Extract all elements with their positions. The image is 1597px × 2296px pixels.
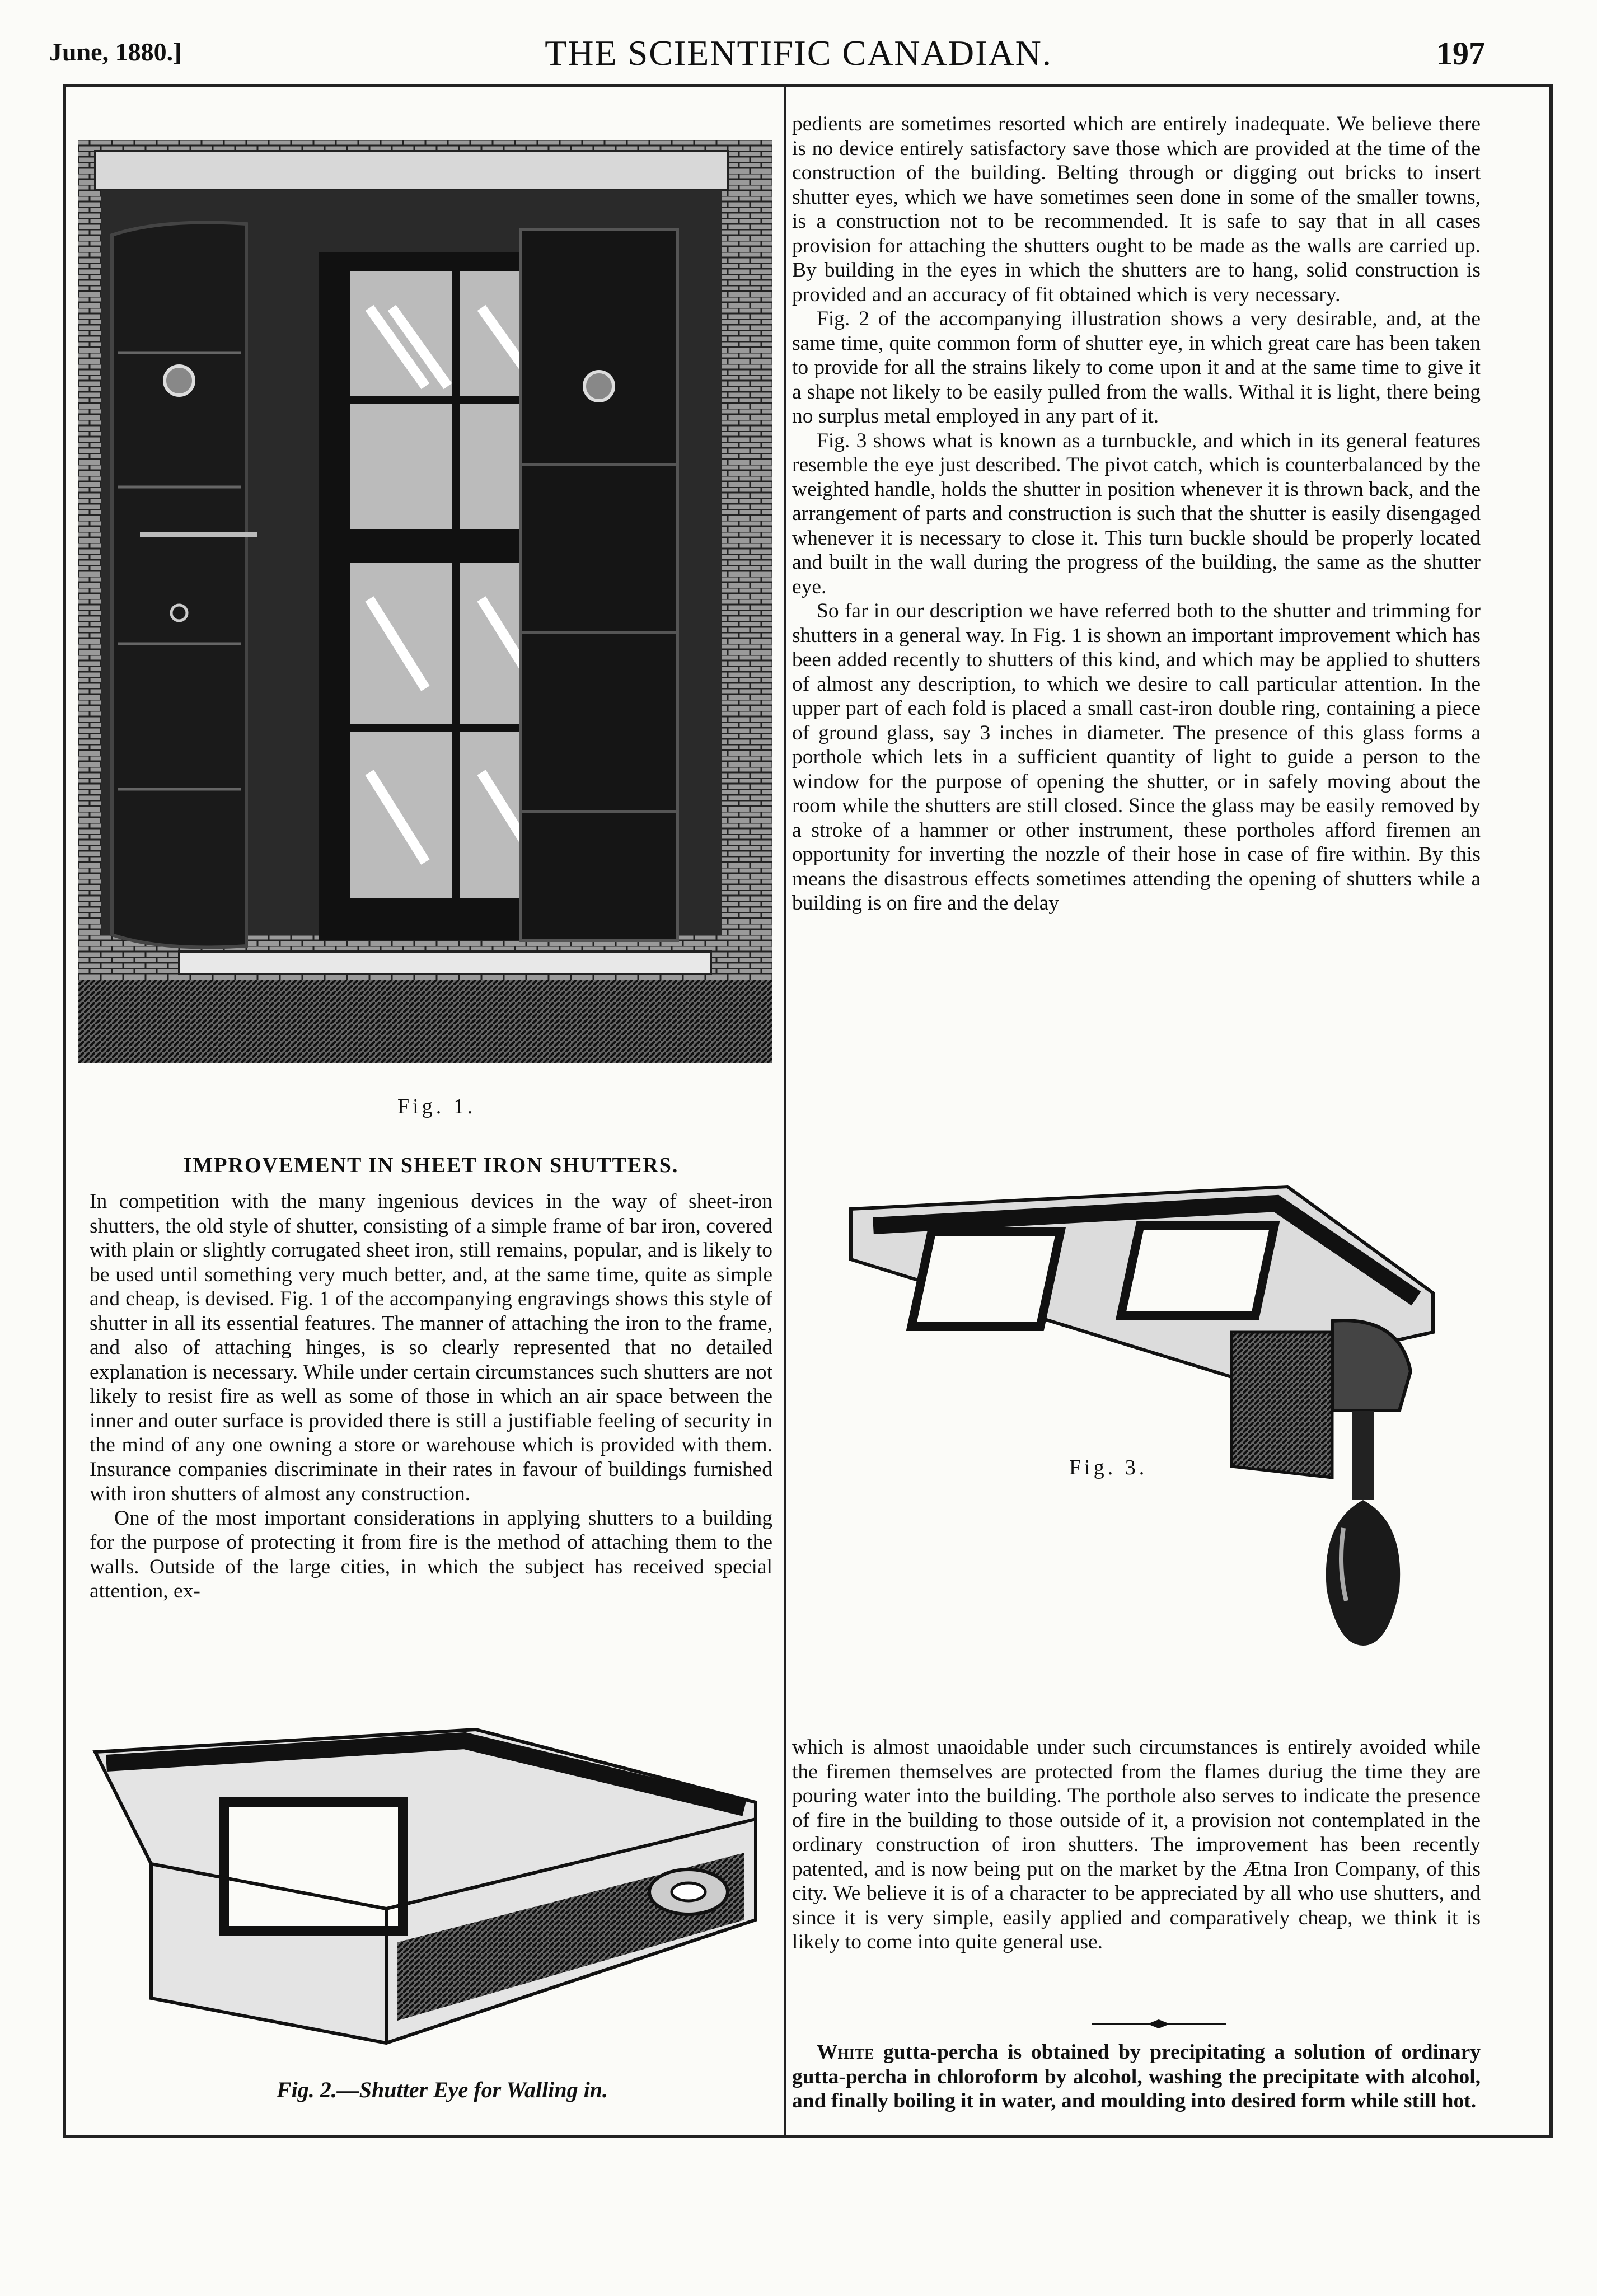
- note-paragraph: [792, 2040, 1481, 2114]
- fig2-caption: Fig. 2.—Shutter Eye for Walling in.: [277, 2077, 608, 2102]
- article-heading: IMPROVEMENT IN SHEET IRON SHUTTERS.: [183, 1154, 679, 1177]
- fig1-caption: Fig. 1.: [397, 1095, 476, 1118]
- right-column-text-bottom: [792, 1735, 1481, 1955]
- fig3-turnbuckle-illustration: [840, 1164, 1489, 1668]
- issue-date: June, 1880.]: [49, 38, 182, 66]
- paragraph: which is almost unaoidable under such circumstances is entirely avoided while the firemen themselves are protected from the flames duriug the time they are pouring water into the building. The porthole also serves to indicate the presence of fire in the building to those outside of it, a provision not contemplated in the ordinary construction of iron shutters. The improvement has been recently patented, and is now being put on the market by the Ætna Iron Company, of this city. We believe it is of a character to be appreciated by all who use shutters, and since it is very simple, easily applied and comparatively cheap, we think it is likely to come into quite general use.: [792, 1736, 1481, 1953]
- fig2-shutter-eye-illustration: [84, 1707, 772, 2065]
- column-divider: [784, 84, 786, 2138]
- fig1-shutter-illustration: [78, 140, 772, 1063]
- paragraph: Fig. 2 of the accompanying illustration shows a very desirable, and, at the same time, quite common form of shutter eye, in which great care has been taken to provide for all the strains likely to come upon it and at the same time to give it a shape not likely to be easily pulled from the walls. Withal it is light, there being no surplus metal employed in any part of it.: [792, 307, 1481, 428]
- fig3-caption: Fig. 3.: [1069, 1456, 1148, 1479]
- note-text: [792, 2040, 1481, 2114]
- paragraph: pedients are sometimes resorted which are entirely inadequate. We believe there is no device entirely satisfactory save those which are provided at the time of the construction of the building. Belting through or digging out bricks to insert shutter eyes, which we have sometimes seen done in some of the smaller towns, is a construction not to be recommended. It is safe to say that in all cases provision for attaching the shutters ought to be made as the walls are carried up. By building in the eyes in which the shutters are to hang, solid construction is provided and an accuracy of fit obtained which is very necessary.: [792, 113, 1481, 306]
- running-header: [0, 32, 1597, 83]
- paragraph: Fig. 3 shows what is known as a turnbuckle, and which in its general features resemble the eye just described. The pivot catch, which is counterbalanced by the weighted handle, holds the shutter in position whenever it is thrown back, and the arrangement of parts and construction is such that the shutter is easily disengaged whenever it is necessary to close it. This turn buckle should be properly located and built in the wall during the progress of the building, the same as the shutter eye.: [792, 429, 1481, 598]
- right-column-text-top: [792, 112, 1481, 916]
- paragraph: So far in our description we have referred both to the shutter and trimming for shutters in a general way. In Fig. 1 is shown an important improvement which has been added recently to shutters of this kind, and which may be applied to shutters of almost any description, to which we desire to call particular attention. In the upper part of each fold is placed a small cast-iron double ring, containing a piece of ground glass, say 3 inches in diameter. The presence of this glass forms a porthole which lets in a sufficient quantity of light to guide a person to the window for the purpose of opening the shutter, or in safely moving about the room while the shutters are still closed. Since the glass may be easily removed by a stroke of a hammer or other instrument, these portholes afford firemen an opportunity for inverting the nozzle of their hose in case of fire within. By this means the disastrous effects sometimes attending the opening of shutters while a building is on fire and the delay: [792, 599, 1481, 915]
- note-lead-word: White: [817, 2041, 874, 2064]
- paragraph: In competition with the many ingenious devices in the way of sheet-iron shutters, the old style of shutter, consisting of a simple frame of bar iron, covered with plain or slightly corrugated sheet iron, still remains, popular, and is likely to be used until something very much better, and, at the same time, quite as simple and cheap, is devised. Fig. 1 of the accompanying engravings shows this style of shutter in all its essential features. The manner of attaching the iron to the frame, and also of attaching hinges, is so clearly represented that no detailed explanation is necessary. While under certain circumstances such shutters are not likely to resist fire as well as some of those in which an air space between the inner and outer surface is provided there is still a justifiable feeling of security in the mind of any one owning a store or warehouse which is provided with them. Insurance companies discriminate in their rates in favour of buildings furnished with iron shutters of almost any construction.: [90, 1190, 772, 1505]
- page-number: 197: [1436, 35, 1485, 72]
- paragraph: One of the most important considerations in applying shutters to a building for the purpose of protecting it from fire is the method of attaching them to the walls. Outside of the large cities, in which the subject has received special attention, ex-: [90, 1506, 772, 1602]
- journal-title: THE SCIENTIFIC CANADIAN.: [545, 33, 1052, 73]
- left-column-text: [90, 1189, 772, 1604]
- section-ornament: [1092, 2018, 1226, 2030]
- note-body: gutta-percha is obtained by precipitating a solution of ordinary gutta-percha in chloroform by alcohol, washing the precipitate with alcohol, and finally boiling it in water, and moulding into desired form while still hot.: [792, 2041, 1481, 2112]
